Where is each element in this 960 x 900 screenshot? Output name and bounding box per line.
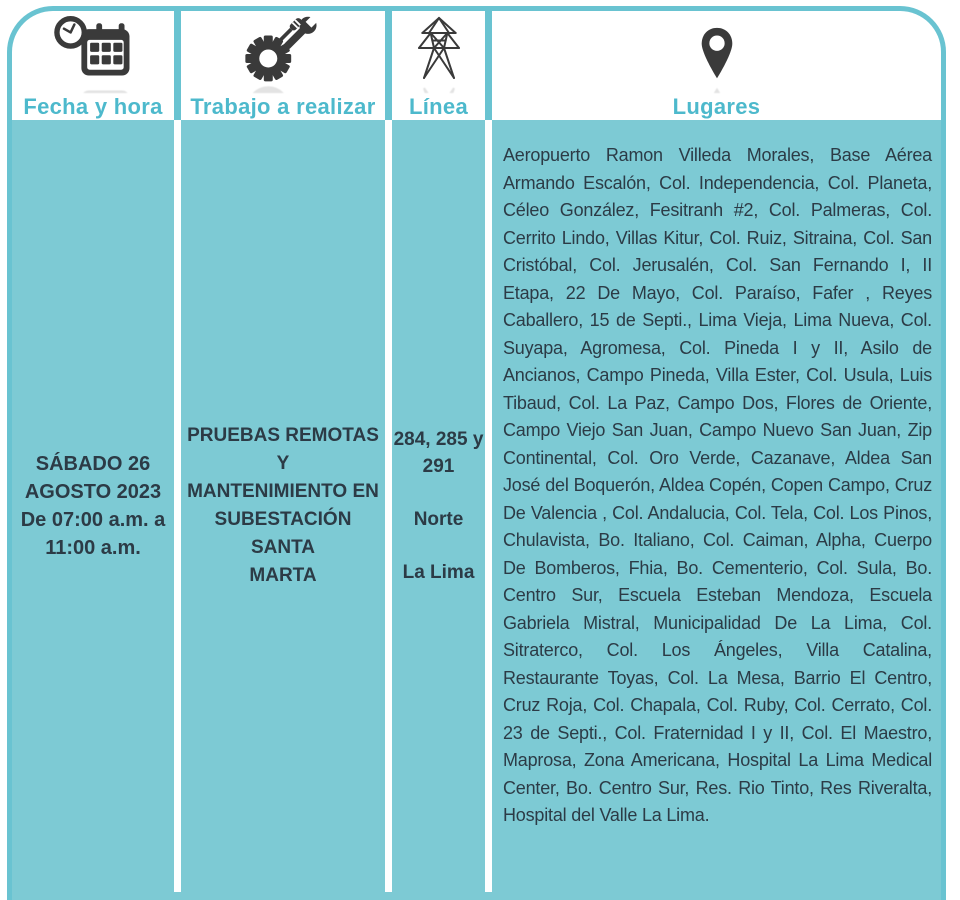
icon-reflection <box>52 83 134 93</box>
gear-tools-icon <box>239 11 327 93</box>
power-tower-icon <box>413 11 465 93</box>
location-pin-icon <box>699 11 735 93</box>
table-header-row <box>12 11 941 120</box>
icon-reflection <box>699 83 735 93</box>
calendar-clock-icon <box>52 11 134 93</box>
icon-reflection <box>413 83 465 93</box>
outage-table-card <box>7 6 946 900</box>
fecha-line: 11:00 a.m. <box>45 537 141 559</box>
header-cell-linea <box>392 11 485 123</box>
row-divider-band <box>12 892 941 900</box>
cell-lugares <box>492 120 941 892</box>
fecha-line: AGOSTO 2023 <box>24 481 162 503</box>
cell-fecha-hora <box>12 120 174 892</box>
trabajo-line: SUBESTACIÓN SANTA <box>214 509 352 558</box>
table-data-row <box>12 120 941 892</box>
cell-trabajo-a-realizar <box>181 120 385 892</box>
column-label-linea: Línea <box>409 94 468 119</box>
fecha-line: De 07:00 a.m. a <box>20 509 166 531</box>
column-label-trabajo: Trabajo a realizar <box>190 94 376 119</box>
column-label-fecha: Fecha y hora <box>23 94 163 119</box>
cell-linea <box>392 120 485 892</box>
linea-line: La Lima <box>402 562 475 583</box>
trabajo-line: MARTA <box>249 565 317 586</box>
header-cell-trabajo <box>181 11 385 123</box>
column-label-lugares: Lugares <box>672 94 761 119</box>
icon-reflection <box>239 83 327 93</box>
linea-line: Norte <box>413 509 464 530</box>
linea-line: 291 <box>422 456 455 477</box>
fecha-line: SÁBADO 26 <box>35 453 151 475</box>
lugares-text: Aeropuerto Ramon Villeda Morales, Base Aérea Armando Escalón, Col. Independencia, Col. Planeta, Céleo González, Fesitranh #2, Col. Palmeras, Col. Cerrito Lindo, Villas Kitur, Col. Ruiz, Sitraina, Col. San Cristóbal, Col. Jerusalén, Col. San Fernando I, II Etapa, 22 De Mayo, Col. Paraíso, Fafer , Reyes Caballero, 15 de Septi., Lima Vieja, Lima Nueva, Col. Suyapa, Agromesa, Col. Pineda I y II, Asilo de Ancianos, Campo Pineda, Villa Ester, Col. Usula, Luis Tibaud, Col. La Paz, Campo Dos, Flores de Oriente, Campo Viejo San Juan, Campo Nuevo San Juan, Zip Continental, Col. Oro Verde, Cazanave, Aldea San José del Boquerón, Aldea Copén, Copen Campo, Cruz De Valencia , Col. Andalucia, Col. Tela, Col. Los Pinos, Chulavista, Bo. Italiano, Col. Caiman, Alpha, Cuerpo De Bomberos, Fhia, Bo. Cementerio, Col. Sula, Bo. Centro Sur, Escuela Esteban Mendoza, Escuela Gabriela Mistral, Municipalidad De La Lima, Col. Sitraterco, Col. Los Ángeles, Villa Catalina, Restaurante Toyas, Col. La Mesa, Barrio El Centro, Cruz Roja, Col. Chapala, Col. Ruby, Col. Cerrato, Col. 23 de Septi., Col. Fraternidad I y II, Col. El Maestro, Maprosa, Zona Americana, Hospital La Lima Medical Center, Bo. Centro Sur, Res. Rio Tinto, Res Riveralta, Hospital del Valle La Lima. <box>503 145 932 825</box>
linea-line: 284, 285 y <box>393 429 484 450</box>
header-cell-fecha <box>12 11 174 123</box>
header-cell-lugares <box>492 11 941 123</box>
trabajo-line: PRUEBAS REMOTAS Y <box>187 425 379 474</box>
trabajo-line: MANTENIMIENTO EN <box>187 481 379 502</box>
